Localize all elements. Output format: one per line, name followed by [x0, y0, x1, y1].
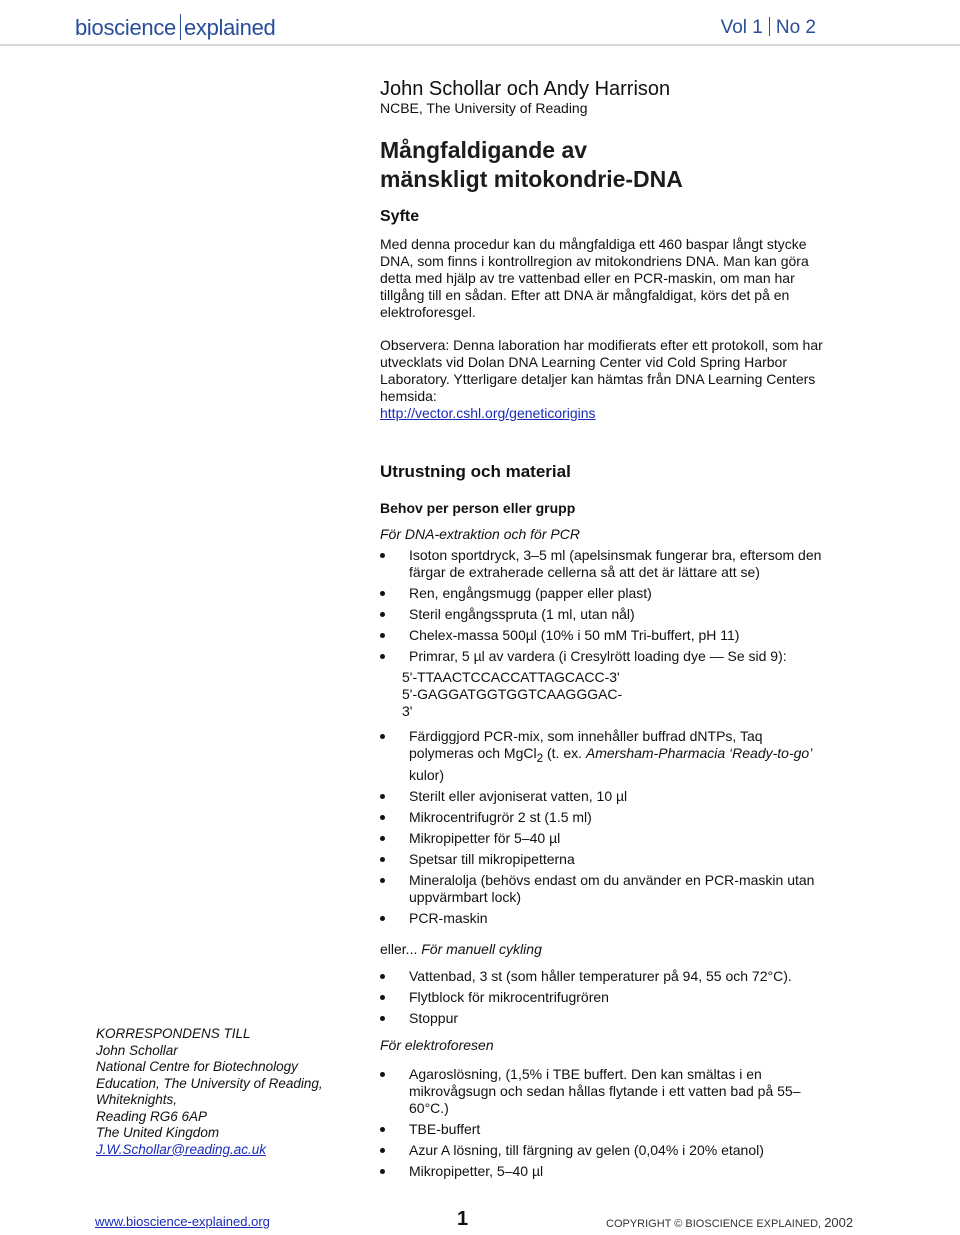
- correspondence-org-3: Whiteknights,: [96, 1092, 178, 1107]
- list-item: Spetsar till mikropipetterna: [380, 851, 830, 868]
- list-item: Azur A lösning, till färgning av gelen (0,04% i 20% etanol): [380, 1142, 830, 1159]
- bullet-icon: [380, 878, 385, 883]
- title-line-2: mänskligt mitokondrie-DNA: [380, 166, 683, 192]
- article-title: [380, 136, 830, 194]
- list-item: Flytblock för mikrocentrifugrören: [380, 989, 830, 1006]
- bullet-icon: [380, 553, 385, 558]
- need-heading: Behov per person eller grupp: [380, 500, 576, 516]
- primer-sequences: [402, 669, 830, 720]
- bullet-icon: [380, 612, 385, 617]
- note-paragraph: [380, 337, 830, 422]
- bullet-icon: [380, 1148, 385, 1153]
- item-list-c: [380, 968, 830, 1027]
- note-text: Observera: Denna laboration har modifierats efter ett protokoll, som har utvecklats vid Dolan DNA Learning Center vid Cold Spring Harbor Laboratory. Ytterligare detaljer kan hämtas från DNA Learning Centers hemsida:: [380, 337, 823, 404]
- correspondence-heading: KORRESPONDENS TILL: [96, 1026, 251, 1041]
- list-item: Ren, engångsmugg (papper eller plast): [380, 585, 830, 602]
- list-item: PCR-maskin: [380, 910, 830, 927]
- bullet-icon: [380, 633, 385, 638]
- aim-heading: Syfte: [380, 208, 420, 225]
- primer-seq-2: 5'-GAGGATGGTGGTCAAGGGAC-: [402, 686, 623, 702]
- bullet-icon: [380, 974, 385, 979]
- footer-copyright: [606, 1215, 853, 1230]
- bullet-icon: [380, 1169, 385, 1174]
- bullet-icon: [380, 815, 385, 820]
- copyright-text: COPYRIGHT © BIOSCIENCE EXPLAINED,: [606, 1218, 822, 1230]
- list-item: Primrar, 5 µl av vardera (i Cresylrött loading dye — Se sid 9):: [380, 648, 830, 665]
- correspondence-name: John Schollar: [96, 1042, 178, 1058]
- brand-logo: [75, 14, 275, 41]
- item-list-a: [380, 547, 830, 665]
- main-column: [380, 78, 830, 1184]
- correspondence-org-1: National Centre for Biotechnology: [96, 1059, 298, 1074]
- brand-divider: [180, 14, 181, 40]
- bullet-icon: [380, 916, 385, 921]
- brand-word-2: explained: [183, 15, 276, 40]
- issue-divider: [769, 17, 770, 36]
- issue-label: [721, 17, 816, 39]
- electrophoresis-heading: För elektroforesen: [380, 1036, 494, 1053]
- manual-cycling-heading: För manuell cykling: [421, 940, 542, 957]
- manual-cycling-line: [380, 941, 830, 958]
- title-line-1: Mångfaldigande av: [380, 137, 588, 163]
- correspondence-email-link[interactable]: J.W.Schollar@reading.ac.uk: [96, 1141, 267, 1157]
- bullet-icon: [380, 591, 385, 596]
- bullet-icon: [380, 654, 385, 659]
- dna-pcr-heading: För DNA-extraktion och för PCR: [380, 526, 580, 542]
- brand-word-1: bioscience: [75, 15, 176, 40]
- volume-label: Vol 1: [720, 17, 763, 38]
- list-item: Steril engångsspruta (1 ml, utan nål): [380, 606, 830, 623]
- list-item: Agaroslösning, (1,5% i TBE buffert. Den kan smältas i en mikrovågsugn och sedan hållas flytande i ett vatten bad på 55–60°C.): [380, 1066, 830, 1117]
- item-list-b: [380, 728, 830, 927]
- correspondence-org-2: Education, The University of Reading,: [96, 1075, 323, 1091]
- list-item: Vattenbad, 3 st (som håller temperaturer på 94, 55 och 72°C).: [380, 968, 830, 985]
- correspondence-org-4: Reading RG6 6AP: [96, 1108, 208, 1124]
- equipment-heading: Utrustning och material: [380, 462, 571, 481]
- bullet-icon: [380, 794, 385, 799]
- correspondence-block: [96, 1026, 336, 1158]
- bullet-icon: [380, 734, 385, 739]
- footer-website-link[interactable]: www.bioscience-explained.org: [95, 1214, 270, 1229]
- correspondence-org-5: The United Kingdom: [96, 1125, 220, 1140]
- list-item: Mikropipetter, 5–40 µl: [380, 1163, 830, 1180]
- list-item-pcr-mix: Färdiggjord PCR-mix, som innehåller buffrad dNTPs, Taq polymeras och MgCl$_2$ (t. ex. Amersham-Pharmacia ‘Ready-to-go’ kulor): [380, 728, 830, 784]
- authors: John Schollar och Andy Harrison: [380, 78, 671, 100]
- header-rule: [0, 44, 960, 46]
- geneticorigins-link[interactable]: http://vector.cshl.org/geneticorigins: [380, 405, 596, 421]
- list-item: Mikrocentrifugrör 2 st (1.5 ml): [380, 809, 830, 826]
- list-item: Sterilt eller avjoniserat vatten, 10 µl: [380, 788, 830, 805]
- affiliation: NCBE, The University of Reading: [380, 100, 588, 116]
- primer-seq-1: 5'-TTAACTCCACCATTAGCACC-3': [402, 669, 620, 685]
- number-label: No 2: [775, 17, 816, 38]
- bullet-icon: [380, 1127, 385, 1132]
- list-item: Mikropipetter för 5–40 µl: [380, 830, 830, 847]
- list-item: TBE-buffert: [380, 1121, 830, 1138]
- item-list-d: [380, 1066, 830, 1180]
- list-item: Mineralolja (behövs endast om du använder en PCR-maskin utan uppvärmbart lock): [380, 872, 830, 906]
- or-text: eller...: [380, 940, 418, 957]
- aim-paragraph: Med denna procedur kan du mångfaldiga ett 460 baspar långt stycke DNA, som finns i kontrollregion av mitokondriens DNA. Man kan göra detta med hjälp av tre vattenbad eller en PCR-maskin, om man har tillgång till en sådan. Efter att DNA är mångfaldigat, körs det på en elektroforesgel.: [380, 236, 809, 320]
- copyright-year: 2002: [824, 1215, 854, 1230]
- bullet-icon: [380, 857, 385, 862]
- list-item: Stoppur: [380, 1010, 830, 1027]
- bullet-icon: [380, 1072, 385, 1077]
- list-item: Isoton sportdryck, 3–5 ml (apelsinsmak fungerar bra, eftersom den färgar de extraherade cellerna så att det är lättare att se): [380, 547, 830, 581]
- bullet-icon: [380, 836, 385, 841]
- primer-seq-3: 3': [402, 703, 413, 719]
- bullet-icon: [380, 1016, 385, 1021]
- page-number: 1: [457, 1208, 469, 1230]
- bullet-icon: [380, 995, 385, 1000]
- list-item: Chelex-massa 500µl (10% i 50 mM Tri-buffert, pH 11): [380, 627, 830, 644]
